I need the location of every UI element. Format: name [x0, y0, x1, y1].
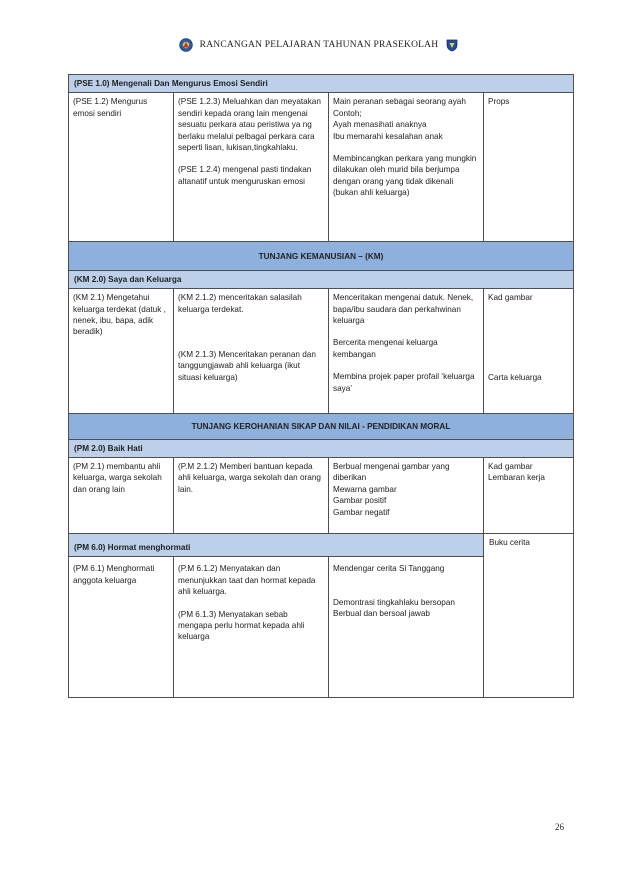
page-header: [0, 38, 638, 52]
school-crest-icon: [445, 38, 459, 52]
standard-content-cell: (PM 2.1) membantu ahli keluarga, warga sekolah dan orang lain: [69, 458, 174, 534]
activity-text: Menceritakan mengenai datuk. Nenek, bapa/ibu saudara dan perkahwinan keluarga: [333, 293, 474, 326]
resource-cell: [484, 289, 574, 414]
tunjang-band-pm: [69, 414, 574, 439]
activity-cell: [329, 557, 484, 698]
activity-text: Gambar negatif: [333, 507, 390, 517]
activity-text: Demontrasi tingkahlaku bersopan Berbual dan bersoal jawab: [333, 597, 455, 619]
resource-text: Kad gambar: [488, 293, 533, 303]
band-label: (KM 2.0) Saya dan Keluarga: [69, 270, 574, 288]
tunjang-label: TUNJANG KEMANUSIAN – (KM): [69, 242, 574, 270]
learning-standard-cell: (P.M 2.1.2) Memberi bantuan kepada ahli keluarga, warga sekolah dan orang lain.: [174, 458, 329, 534]
band-label: (PSE 1.0) Mengenali Dan Mengurus Emosi Sendiri: [69, 75, 574, 93]
standard-content-cell: (PSE 1.2) Mengurus emosi sendiri: [69, 93, 174, 242]
tunjang-label: TUNJANG KEROHANIAN SIKAP DAN NILAI - PENDIDIKAN MORAL: [69, 414, 574, 439]
learning-standard: (PSE 1.2.3) Meluahkan dan meyatakan sendiri kepada orang lain mengenai sesuatu perkara atau peristiwa ya ng berlaku melalui pelbagai perkara cara seperti lisan, lukisan,tingkahlaku.: [178, 97, 321, 153]
standard-content-cell: (KM 2.1) Mengetahui keluarga terdekat (datuk , nenek, ibu, bapa, adik beradik): [69, 289, 174, 414]
activity-text: Membincangkan perkara yang mungkin dilakukan oleh murid bila berjumpa dengan orang yang tidak dikenali (bukan ahli keluarga): [333, 154, 477, 198]
resource-text: Lembaran kerja: [488, 473, 545, 483]
page-number: 26: [555, 822, 564, 832]
activity-text: Mewarna gambar: [333, 484, 397, 494]
activity-text: Bercerita mengenai keluarga kembangan: [333, 338, 438, 359]
table-row: [69, 458, 574, 534]
activity-text: Membina projek paper profail ‘keluarga saya’: [333, 372, 475, 393]
learning-standard-cell: [174, 289, 329, 414]
activity-text: Gambar positif: [333, 496, 387, 506]
band-label: (PM 6.0) Hormat menghormati: [69, 534, 484, 557]
learning-standard: (PM 6.1.3) Menyatakan sebab mengapa perlu hormat kepada ahli keluarga: [178, 609, 305, 642]
section-band-pse: [69, 75, 574, 93]
activity-cell: [329, 458, 484, 534]
activity-cell: [329, 93, 484, 242]
tunjang-band-km: [69, 242, 574, 270]
activity-text: Berbual mengenai gambar yang diberikan: [333, 462, 450, 483]
resource-cell: [484, 458, 574, 534]
section-band-pm6: [69, 534, 574, 557]
resource-cell: Props: [484, 93, 574, 242]
table-row: [69, 289, 574, 414]
activity-cell: [329, 289, 484, 414]
learning-standard: (PSE 1.2.4) mengenal pasti tindakan altanatif untuk menguruskan emosi: [178, 165, 312, 186]
ministry-logo-icon: [179, 38, 193, 52]
standard-content-cell: (PM 6.1) Menghormati anggota keluarga: [69, 557, 174, 698]
activity-text: Contoh;: [333, 108, 362, 118]
resource-text: Kad gambar: [488, 462, 533, 472]
learning-standard-cell: [174, 93, 329, 242]
activity-text: Ayah menasihati anaknya: [333, 120, 427, 130]
activity-text: Ibu memarahi kesalahan anak: [333, 131, 443, 141]
learning-standard: (KM 2.1.2) menceritakan salasilah keluarga terdekat.: [178, 293, 302, 314]
header-title: RANCANGAN PELAJARAN TAHUNAN PRASEKOLAH: [199, 40, 439, 50]
lesson-plan-table: [68, 74, 574, 698]
learning-standard: (P.M 6.1.2) Menyatakan dan menunjukkan taat dan hormat kepada ahli keluarga.: [178, 564, 316, 597]
resource-text: Carta keluarga: [488, 372, 542, 382]
band-label: (PM 2.0) Baik Hati: [69, 439, 574, 457]
activity-text: Main peranan sebagai seorang ayah: [333, 97, 466, 107]
learning-standard: (KM 2.1.3) Menceritakan peranan dan tanggungjawab ahli keluarga (ikut situasi keluarga): [178, 350, 316, 382]
section-band-km: [69, 270, 574, 288]
table-row: [69, 93, 574, 242]
activity-text: Mendengar cerita Si Tanggang: [333, 564, 445, 574]
resource-cell: Buku cerita: [484, 534, 574, 698]
section-band-pm2: [69, 439, 574, 457]
learning-standard-cell: [174, 557, 329, 698]
